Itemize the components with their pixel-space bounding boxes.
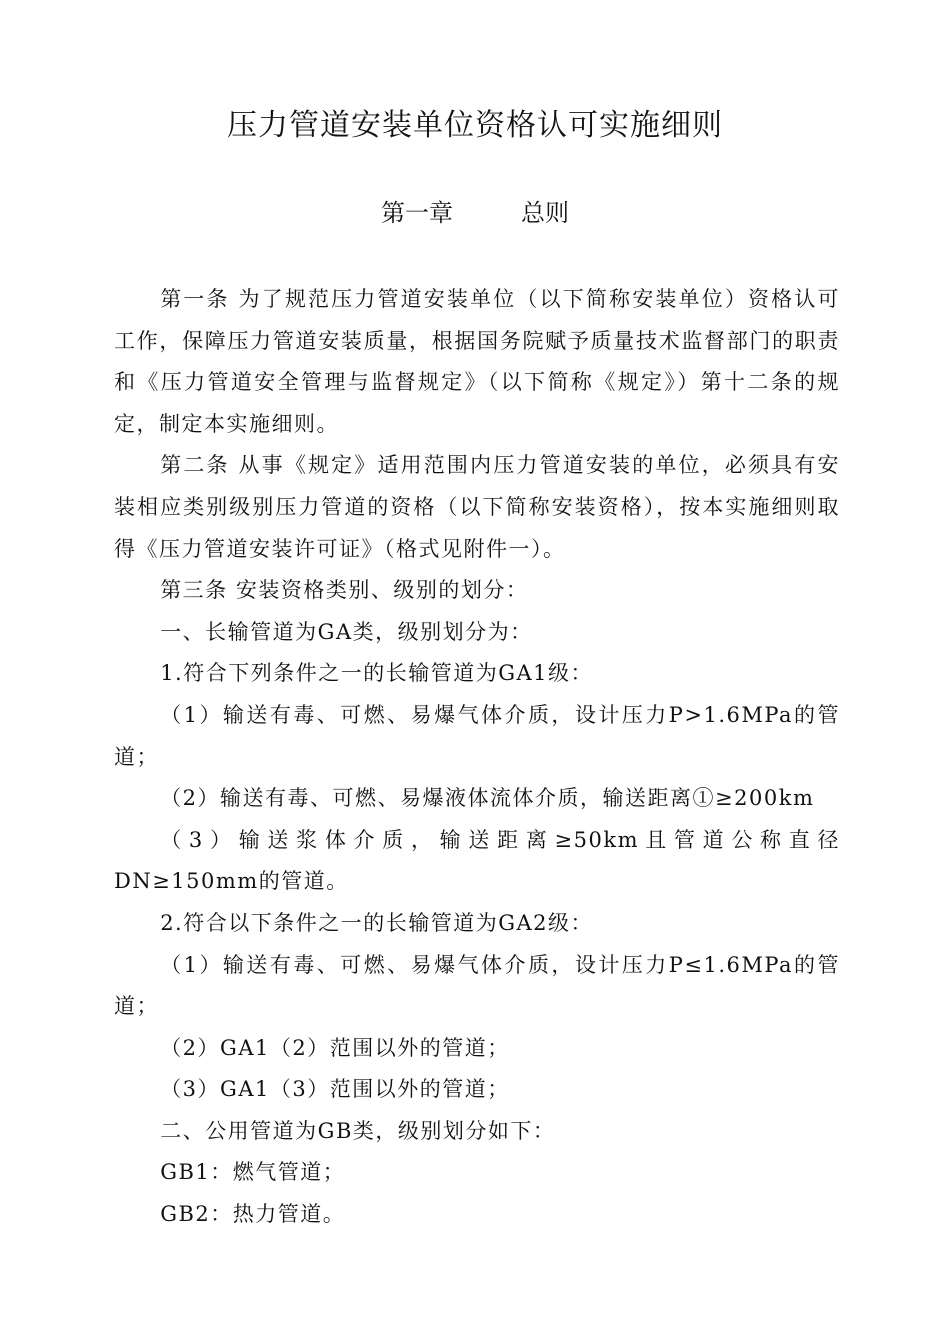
ga2-heading: 2.符合以下条件之一的长输管道为GA2级： bbox=[160, 910, 594, 935]
article-1: 第一条 为了规范压力管道安装单位（以下简称安装单位）资格认可工作，保障压力管道安装质量，根据国务院赋予质量技术监督部门的职责和《压力管道安全管理与监督规定》（以下简称《规定》）第十二条的规定，制定本实施细则。 bbox=[114, 287, 840, 436]
document-body bbox=[114, 279, 840, 1236]
document-title: 压力管道安装单位资格认可实施细则 bbox=[227, 108, 723, 143]
article-3: 第三条 安装资格类别、级别的划分： bbox=[160, 578, 529, 603]
chapter-name: 总则 bbox=[521, 199, 569, 227]
category-ga-heading: 一、长输管道为GA类，级别划分为： bbox=[160, 619, 533, 644]
ga2-item-3: （3）GA1（3）范围以外的管道； bbox=[160, 1077, 510, 1102]
ga2-item-2: （2）GA1（2）范围以外的管道； bbox=[160, 1035, 510, 1060]
ga1-heading: 1.符合下列条件之一的长输管道为GA1级： bbox=[160, 661, 594, 686]
category-gb-heading: 二、公用管道为GB类，级别划分如下： bbox=[160, 1118, 556, 1143]
ga1-item-3: （3）输送浆体介质，输送距离≥50km且管道公称直径DN≥150mm的管道。 bbox=[114, 827, 840, 894]
gb2-item: GB2：热力管道。 bbox=[160, 1202, 346, 1227]
gb1-item: GB1：燃气管道； bbox=[160, 1160, 346, 1185]
chapter-number: 第一章 bbox=[381, 199, 453, 227]
chapter-heading bbox=[0, 195, 950, 231]
article-2: 第二条 从事《规定》适用范围内压力管道安装的单位，必须具有安装相应类别级别压力管道的资格（以下简称安装资格），按本实施细则取得《压力管道安装许可证》（格式见附件一）。 bbox=[114, 453, 840, 561]
ga2-item-1: （1）输送有毒、可燃、易爆气体介质，设计压力P≤1.6MPa的管道； bbox=[114, 952, 840, 1019]
ga1-item-1: （1）输送有毒、可燃、易爆气体介质，设计压力P>1.6MPa的管道； bbox=[114, 702, 840, 769]
ga1-item-2: （2）输送有毒、可燃、易爆液体流体介质，输送距离①≥200km bbox=[160, 786, 815, 811]
